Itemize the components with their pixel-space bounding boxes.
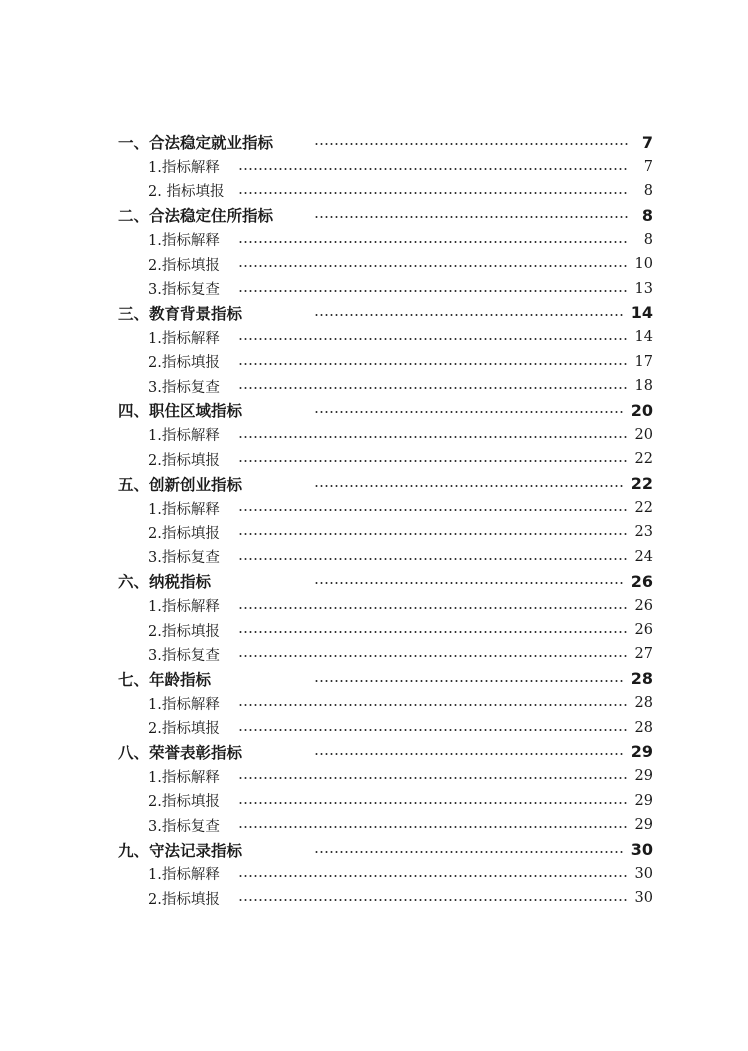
toc-page-number: 17 [634, 353, 653, 370]
dot-leader [238, 338, 629, 340]
toc-page-number: 28 [630, 669, 653, 689]
dot-leader [238, 460, 629, 462]
toc-page-number: 30 [630, 840, 653, 860]
toc-entry-title: 2.指标填报 [148, 355, 220, 372]
toc-subsection-entry[interactable] [118, 715, 653, 739]
toc-page-number: 26 [630, 571, 653, 591]
toc-page-number: 29 [634, 792, 653, 809]
toc-page-number: 20 [630, 400, 653, 420]
table-of-contents [118, 130, 653, 911]
toc-subsection-entry[interactable] [118, 862, 653, 886]
toc-subsection-entry[interactable] [118, 691, 653, 715]
toc-entry-title: 2.指标填报 [148, 452, 220, 469]
dot-leader [238, 558, 629, 560]
toc-entry-title: 1.指标解释 [148, 160, 220, 177]
toc-page-number: 30 [634, 890, 653, 907]
toc-subsection-entry[interactable] [118, 642, 653, 666]
toc-subsection-entry[interactable] [118, 886, 653, 910]
toc-entry-title: 3.指标复查 [148, 818, 220, 835]
dot-leader [238, 265, 629, 267]
dot-leader [238, 533, 629, 535]
toc-page-number: 28 [634, 695, 653, 712]
toc-entry-title: 八、荣誉表彰指标 [118, 743, 243, 762]
toc-subsection-entry[interactable] [118, 618, 653, 642]
dot-leader [238, 777, 629, 779]
toc-entry-title: 一、合法稳定就业指标 [118, 134, 274, 153]
toc-page-number: 7 [641, 132, 653, 152]
toc-entry-title: 3.指标复查 [148, 282, 220, 299]
toc-entry-title: 2. 指标填报 [148, 184, 225, 201]
toc-section-entry[interactable] [118, 471, 653, 495]
dot-leader [238, 168, 629, 170]
toc-subsection-entry[interactable] [118, 228, 653, 252]
toc-entry-title: 五、创新创业指标 [118, 475, 243, 494]
dot-leader [314, 851, 625, 853]
toc-page-number: 22 [634, 451, 653, 468]
toc-page-number: 23 [634, 524, 653, 541]
toc-page-number: 13 [634, 280, 653, 297]
dot-leader [238, 631, 629, 633]
toc-section-entry[interactable] [118, 203, 653, 227]
toc-subsection-entry[interactable] [118, 276, 653, 300]
toc-entry-title: 三、教育背景指标 [118, 304, 243, 323]
toc-subsection-entry[interactable] [118, 350, 653, 374]
toc-entry-title: 1.指标解释 [148, 501, 220, 518]
toc-section-entry[interactable] [118, 667, 653, 691]
toc-entry-title: 3.指标复查 [148, 550, 220, 567]
toc-subsection-entry[interactable] [118, 154, 653, 178]
dot-leader [314, 216, 629, 218]
toc-page-number: 29 [630, 742, 653, 762]
toc-subsection-entry[interactable] [118, 789, 653, 813]
dot-leader [314, 582, 625, 584]
toc-page-number: 29 [634, 817, 653, 834]
dot-leader [238, 899, 629, 901]
dot-leader [238, 192, 629, 194]
dot-leader [238, 607, 629, 609]
toc-subsection-entry[interactable] [118, 447, 653, 471]
toc-entry-title: 1.指标解释 [148, 599, 220, 616]
toc-entry-title: 2.指标填报 [148, 794, 220, 811]
toc-subsection-entry[interactable] [118, 813, 653, 837]
dot-leader [238, 826, 629, 828]
toc-page-number: 26 [634, 597, 653, 614]
toc-entry-title: 1.指标解释 [148, 769, 220, 786]
dot-leader [314, 485, 625, 487]
toc-subsection-entry[interactable] [118, 252, 653, 276]
toc-page-number: 28 [634, 719, 653, 736]
toc-page-number: 14 [634, 329, 653, 346]
dot-leader [314, 753, 625, 755]
toc-entry-title: 2.指标填报 [148, 525, 220, 542]
dot-leader [238, 729, 629, 731]
toc-page-number: 22 [634, 500, 653, 517]
toc-page-number: 26 [634, 622, 653, 638]
toc-entry-title: 二、合法稳定住所指标 [118, 207, 274, 226]
toc-section-entry[interactable] [118, 837, 653, 861]
dot-leader [238, 802, 629, 804]
toc-section-entry[interactable] [118, 398, 653, 422]
toc-entry-title: 3.指标复查 [148, 379, 220, 396]
toc-page-number: 30 [634, 865, 653, 882]
toc-entry-title: 七、年龄指标 [118, 670, 212, 689]
toc-entry-title: 1.指标解释 [148, 330, 220, 347]
toc-subsection-entry[interactable] [118, 764, 653, 788]
toc-subsection-entry[interactable] [118, 520, 653, 544]
toc-page-number: 8 [641, 205, 653, 225]
toc-entry-title: 2.指标填报 [148, 257, 220, 274]
toc-entry-title: 2.指标填报 [148, 891, 220, 908]
dot-leader [238, 509, 629, 511]
dot-leader [314, 411, 625, 413]
toc-entry-title: 六、纳税指标 [118, 573, 212, 592]
toc-subsection-entry[interactable] [118, 593, 653, 617]
toc-entry-title: 2.指标填报 [148, 623, 220, 640]
toc-entry-title: 3.指标复查 [148, 647, 220, 664]
toc-page-number: 7 [643, 158, 653, 175]
toc-subsection-entry[interactable] [118, 545, 653, 569]
toc-page-number: 8 [643, 231, 653, 248]
dot-leader [238, 290, 629, 292]
toc-section-entry[interactable] [118, 301, 653, 325]
dot-leader [314, 314, 625, 316]
toc-page-number: 27 [634, 646, 653, 663]
dot-leader [314, 143, 629, 145]
toc-page-number: 20 [634, 426, 653, 443]
toc-entry-title: 九、守法记录指标 [118, 841, 243, 860]
toc-subsection-entry[interactable] [118, 496, 653, 520]
toc-page-number: 29 [634, 768, 653, 785]
dot-leader [238, 436, 629, 438]
dot-leader [238, 387, 629, 389]
toc-subsection-entry[interactable] [118, 374, 653, 398]
toc-section-entry[interactable] [118, 130, 653, 154]
toc-entry-title: 1.指标解释 [148, 428, 220, 445]
toc-page-number: 18 [634, 378, 653, 395]
toc-page-number: 24 [634, 548, 653, 565]
dot-leader [314, 680, 625, 682]
toc-entry-title: 2.指标填报 [148, 721, 220, 738]
toc-page-number: 10 [634, 256, 653, 273]
toc-page-number: 22 [630, 474, 653, 494]
dot-leader [238, 875, 629, 877]
dot-leader [238, 363, 629, 365]
toc-page-number: 8 [643, 182, 653, 199]
toc-subsection-entry[interactable] [118, 423, 653, 447]
toc-entry-title: 1.指标解释 [148, 233, 220, 250]
toc-section-entry[interactable] [118, 740, 653, 764]
dot-leader [238, 655, 629, 657]
dot-leader [238, 241, 629, 243]
toc-entry-title: 四、职住区域指标 [118, 402, 243, 421]
toc-section-entry[interactable] [118, 569, 653, 593]
dot-leader [238, 704, 629, 706]
toc-entry-title: 1.指标解释 [148, 867, 220, 884]
toc-subsection-entry[interactable] [118, 325, 653, 349]
toc-page-number: 14 [630, 303, 653, 323]
toc-subsection-entry[interactable] [118, 179, 653, 203]
toc-entry-title: 1.指标解释 [148, 696, 220, 713]
